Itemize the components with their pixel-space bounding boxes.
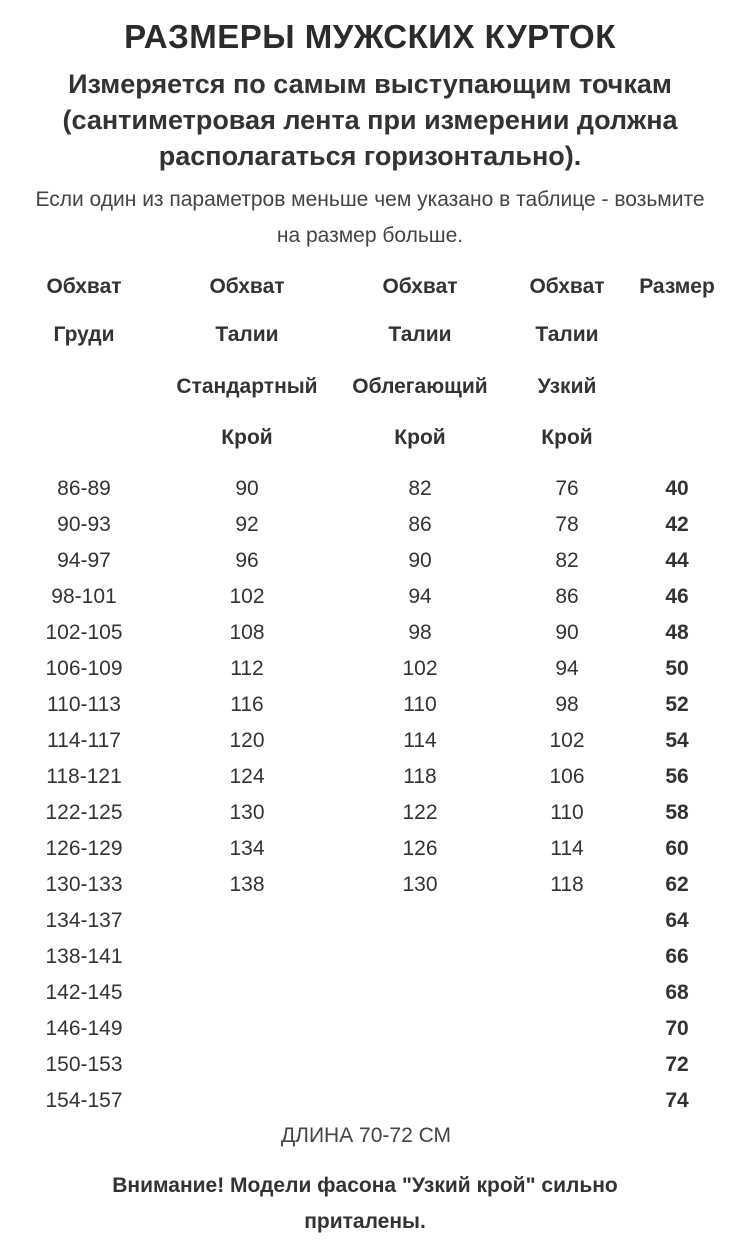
cell-chest: 138-141 xyxy=(45,945,123,968)
cell-chest: 90-93 xyxy=(57,513,111,536)
cell-waist-fitted: 82 xyxy=(408,477,432,500)
cell-waist-slim: 114 xyxy=(550,837,584,860)
cell-waist-slim: 76 xyxy=(555,477,579,500)
cell-chest: 146-149 xyxy=(45,1017,123,1040)
cell-chest: 102-105 xyxy=(45,621,123,644)
cell-waist-standard: 112 xyxy=(230,657,264,680)
cell-waist-fitted: 118 xyxy=(403,765,437,788)
cell-size: 56 xyxy=(665,765,689,788)
measurement-instructions: Измеряется по самым выступающим точкам (сантиметровая лента при измерении должна располагаться горизонтально). xyxy=(62,69,678,171)
cell-size: 50 xyxy=(665,657,689,680)
header-waist-slim-line-3: Узкий xyxy=(537,375,597,398)
cell-waist-slim: 78 xyxy=(555,513,579,536)
header-waist-slim-line-4: Крой xyxy=(541,426,593,449)
cell-waist-standard: 96 xyxy=(235,549,259,572)
cell-waist-fitted: 90 xyxy=(408,549,432,572)
cell-chest: 94-97 xyxy=(57,549,111,572)
cell-chest: 122-125 xyxy=(45,801,123,824)
cell-chest: 86-89 xyxy=(57,477,111,500)
cell-chest: 98-101 xyxy=(51,585,117,608)
cell-size: 74 xyxy=(665,1089,689,1112)
cell-size: 68 xyxy=(665,981,689,1004)
cell-waist-standard: 120 xyxy=(229,729,265,752)
cell-size: 42 xyxy=(665,513,689,536)
slim-fit-warning: Внимание! Модели фасона "Узкий крой" сильно приталены. xyxy=(112,1174,618,1233)
header-waist-standard-line-2: Талии xyxy=(215,323,279,346)
cell-size: 40 xyxy=(665,477,689,500)
cell-size: 72 xyxy=(665,1053,689,1076)
cell-waist-fitted: 110 xyxy=(403,693,437,716)
cell-waist-standard: 138 xyxy=(229,873,265,896)
cell-size: 44 xyxy=(665,549,689,572)
length-note: ДЛИНА 70-72 СМ xyxy=(280,1124,452,1147)
cell-waist-slim: 94 xyxy=(555,657,579,680)
cell-waist-fitted: 94 xyxy=(408,585,432,608)
page-title: РАЗМЕРЫ МУЖСКИХ КУРТОК xyxy=(124,18,616,55)
cell-waist-fitted: 86 xyxy=(408,513,432,536)
cell-waist-slim: 90 xyxy=(555,621,579,644)
cell-chest: 150-153 xyxy=(45,1053,123,1076)
header-waist-fitted-line-3: Облегающий xyxy=(352,375,488,398)
cell-chest: 114-117 xyxy=(47,729,121,752)
cell-waist-fitted: 122 xyxy=(402,801,438,824)
header-waist-standard-line-3: Стандартный xyxy=(176,375,318,398)
cell-waist-fitted: 102 xyxy=(402,657,438,680)
cell-waist-fitted: 126 xyxy=(402,837,438,860)
cell-size: 52 xyxy=(665,693,689,716)
cell-size: 48 xyxy=(665,621,689,644)
header-waist-standard-line-1: Обхват xyxy=(209,275,285,298)
cell-chest: 106-109 xyxy=(45,657,123,680)
cell-size: 62 xyxy=(665,873,689,896)
cell-waist-standard: 130 xyxy=(229,801,265,824)
cell-waist-fitted: 130 xyxy=(402,873,438,896)
cell-size: 54 xyxy=(665,729,689,752)
cell-waist-standard: 92 xyxy=(235,513,259,536)
cell-size: 70 xyxy=(665,1017,689,1040)
size-advice-note: Если один из параметров меньше чем указано в таблице - возьмите на размер больше. xyxy=(35,188,705,247)
cell-waist-fitted: 98 xyxy=(408,621,432,644)
cell-waist-slim: 110 xyxy=(550,801,584,824)
cell-chest: 130-133 xyxy=(45,873,123,896)
cell-waist-standard: 90 xyxy=(235,477,259,500)
cell-waist-slim: 98 xyxy=(555,693,579,716)
cell-waist-slim: 118 xyxy=(550,873,584,896)
header-size-line-1: Размер xyxy=(639,275,715,298)
header-chest-line-1: Обхват xyxy=(46,275,122,298)
cell-waist-slim: 86 xyxy=(555,585,579,608)
cell-chest: 110-113 xyxy=(47,693,121,716)
cell-waist-standard: 134 xyxy=(229,837,265,860)
cell-waist-standard: 102 xyxy=(229,585,265,608)
cell-chest: 134-137 xyxy=(45,909,123,932)
cell-waist-fitted: 114 xyxy=(403,729,437,752)
header-waist-fitted-line-2: Талии xyxy=(388,323,452,346)
cell-waist-slim: 82 xyxy=(555,549,579,572)
cell-waist-standard: 116 xyxy=(230,693,264,716)
cell-chest: 118-121 xyxy=(46,765,122,788)
header-waist-fitted-line-1: Обхват xyxy=(382,275,458,298)
header-chest-line-2: Груди xyxy=(53,323,115,346)
cell-waist-slim: 106 xyxy=(549,765,585,788)
header-waist-standard-line-4: Крой xyxy=(221,426,273,449)
header-waist-slim-line-1: Обхват xyxy=(529,275,605,298)
header-waist-slim-line-2: Талии xyxy=(535,323,599,346)
cell-chest: 142-145 xyxy=(45,981,123,1004)
cell-chest: 126-129 xyxy=(45,837,123,860)
cell-waist-standard: 108 xyxy=(229,621,265,644)
cell-waist-standard: 124 xyxy=(229,765,265,788)
header-waist-fitted-line-4: Крой xyxy=(394,426,446,449)
cell-size: 60 xyxy=(665,837,689,860)
cell-size: 66 xyxy=(665,945,689,968)
cell-size: 46 xyxy=(665,585,689,608)
cell-chest: 154-157 xyxy=(45,1089,123,1112)
cell-size: 58 xyxy=(665,801,689,824)
cell-waist-slim: 102 xyxy=(549,729,585,752)
cell-size: 64 xyxy=(665,909,689,932)
